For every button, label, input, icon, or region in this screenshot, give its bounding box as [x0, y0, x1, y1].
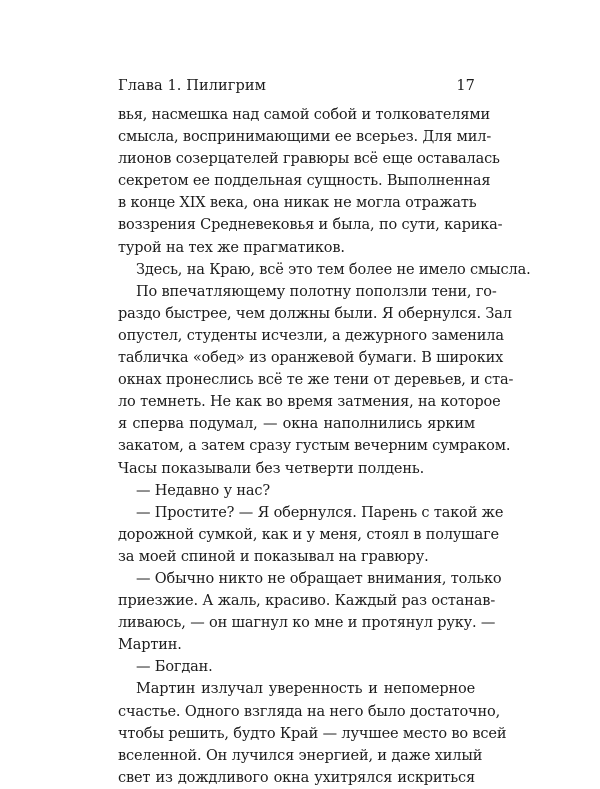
chapter-title: Глава 1. Пилигрим [118, 78, 267, 94]
body-text [118, 104, 531, 789]
text-line: я сперва подумал, — окна наполнились ярким [118, 416, 475, 433]
text-line: табличка «обед» из оранжевой бумаги. В широких [118, 350, 504, 367]
text-line: ливаюсь, — он шагнул ко мне и протянул руку. — [118, 615, 496, 632]
text-line: в конце XIX века, она никак не могла отражать [118, 195, 477, 212]
text-line: приезжие. А жаль, красиво. Каждый раз останав- [118, 593, 496, 610]
text-line: счастье. Одного взгляда на него было достаточно, [118, 703, 501, 720]
text-line: воззрения Средневековья и была, по сути, карика- [118, 217, 503, 234]
text-line: раздо быстрее, чем должны были. Я обернулся. Зал [118, 305, 512, 322]
running-header [118, 76, 475, 96]
text-line: — Богдан. [136, 659, 213, 676]
text-line: окнах пронеслись всё те же тени от деревьев, и ста- [118, 372, 514, 389]
text-line: По впечатляющему полотну поползли тени, го- [136, 283, 497, 300]
text-line: лионов созерцателей гравюры всё еще оставалась [118, 151, 500, 168]
text-line: ло темнеть. Не как во время затмения, на которое [118, 394, 501, 411]
text-line: — Простите? — Я обернулся. Парень с такой же [136, 504, 504, 521]
text-line: смысла, воспринимающими ее всерьез. Для мил- [118, 129, 492, 146]
text-line: чтобы решить, будто Край — лучшее место во всей [118, 725, 507, 742]
text-line: Мартин излучал уверенность и непомерное [136, 681, 475, 698]
text-line: вселенной. Он лучился энергией, и даже хилый [118, 747, 483, 764]
page-number: 17 [456, 78, 475, 94]
text-line: свет из дождливого окна ухитрялся искриться [118, 769, 475, 786]
text-line: закатом, а затем сразу густым вечерним сумраком. [118, 438, 511, 455]
text-line: опустел, студенты исчезли, а дежурного заменила [118, 327, 504, 344]
text-line: Часы показывали без четверти полдень. [118, 460, 425, 477]
text-line: Мартин. [118, 637, 182, 654]
text-line: за моей спиной и показывал на гравюру. [118, 548, 429, 565]
text-line: дорожной сумкой, как и у меня, стоял в полушаге [118, 526, 499, 543]
text-line: Здесь, на Краю, всё это тем более не имело смысла. [136, 261, 531, 278]
text-line: секретом ее поддельная сущность. Выполненная [118, 173, 491, 190]
text-line: турой на тех же прагматиков. [118, 239, 345, 256]
text-line: — Обычно никто не обращает внимания, только [136, 570, 502, 587]
text-line: — Недавно у нас? [136, 482, 271, 499]
text-line: вья, насмешка над самой собой и толкователями [118, 107, 490, 123]
